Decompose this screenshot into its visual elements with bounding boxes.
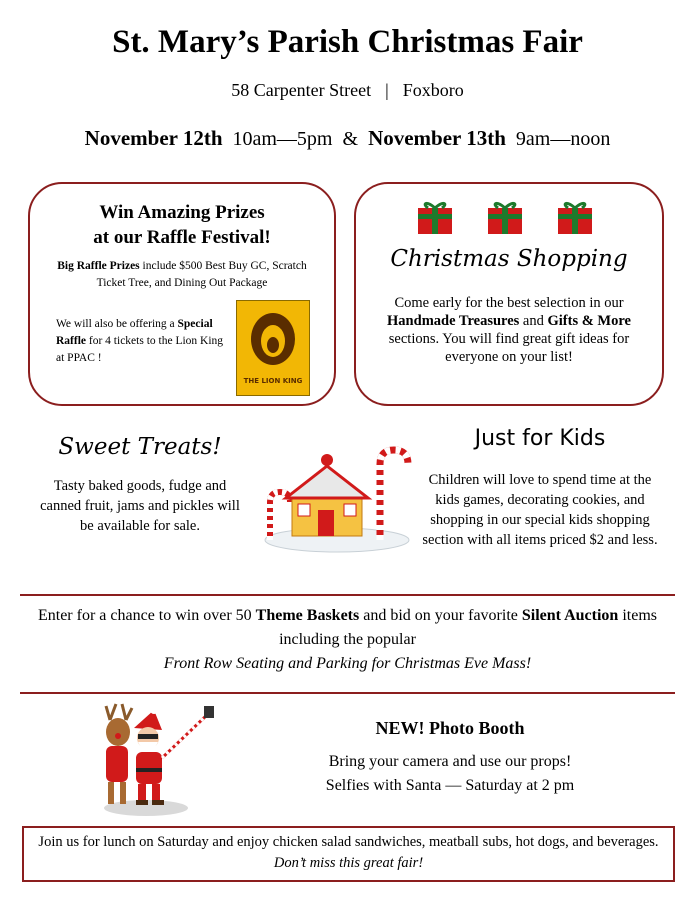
fair-title: St. Mary’s Parish Christmas Fair (112, 24, 583, 60)
raffle-heading: Win Amazing Prizes at our Raffle Festival! (93, 202, 271, 248)
street: 58 Carpenter Street (231, 80, 372, 100)
gingerbread-house-icon (262, 444, 412, 554)
sweets-text: Tasty baked goods, fudge and canned fruit, jams and pickles will be available for sale. (40, 478, 240, 534)
gift-icon (416, 200, 454, 238)
kids-text: Children will love to spend time at the kids games, decorating cookies, and shopping in our special kids shopping section with all items priced $2 and less. (422, 472, 658, 548)
sweets-heading: Sweet Treats! (58, 434, 222, 460)
special-raffle-text: We will also be offering a Special Raffle for 4 tickets to the Lion King at PPAC ! (56, 318, 224, 364)
dates-amp: & (342, 128, 359, 150)
baskets-text: Enter for a chance to win over 50 Theme Baskets and bid on your favorite Silent Auction items including the popular Front Row Seating and Parking for Christmas Eve Mass! (37, 607, 657, 672)
address-line (0, 80, 695, 101)
shopping-text: Come early for the best selection in our Handmade Treasures and Gifts & More sections. You will find great gift ideas for everyone on your list! (387, 295, 631, 365)
day2: November 13th (368, 126, 506, 150)
town: Foxboro (402, 80, 464, 100)
address-separator: | (385, 80, 389, 100)
gift-icon (486, 200, 524, 238)
photo-booth-text: Bring your camera and use our props! Selfies with Santa — Saturday at 2 pm (325, 753, 575, 794)
lunch-text: Join us for lunch on Saturday and enjoy chicken salad sandwiches, meatball subs, hot dogs, and beverages. Don’t miss this great fair! (38, 834, 659, 871)
day1: November 12th (84, 126, 223, 150)
photo-booth-heading: NEW! Photo Booth (375, 718, 525, 738)
dates-line (0, 126, 695, 151)
shopping-heading: Christmas Shopping (390, 246, 628, 272)
hours2: 9am—noon (515, 128, 611, 150)
divider (20, 692, 675, 694)
kids-heading: Just for Kids (474, 426, 606, 451)
poster-title: THE LION KING (243, 377, 303, 385)
raffle-prizes: Big Raffle Prizes include $500 Best Buy GC, Scratch Ticket Tree, and Dining Out Package (57, 260, 307, 289)
lion-icon (237, 301, 309, 395)
divider (20, 594, 675, 596)
lion-king-poster (236, 300, 310, 396)
gift-icon (556, 200, 594, 238)
hours1: 10am—5pm (232, 128, 333, 150)
santa-selfie-icon (96, 700, 226, 820)
